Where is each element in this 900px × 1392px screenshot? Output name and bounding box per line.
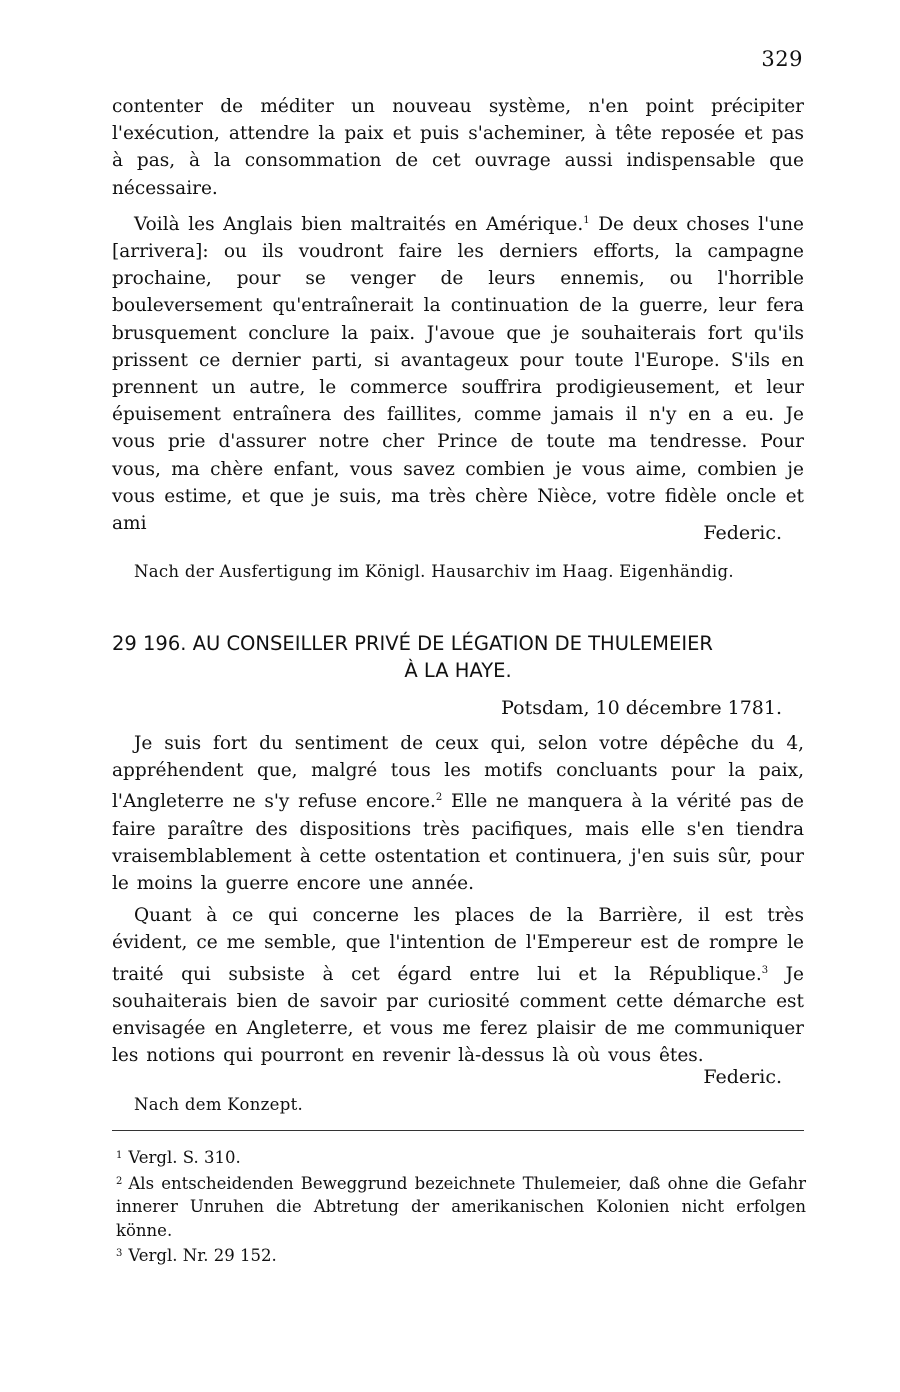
letter-continuation [112, 93, 804, 537]
footnote-2: $^2$ Als entscheidenden Beweggrund bezeichnete Thulemeier, daß ohne die Gefahr innerer Unruhen die Abtretung der amerikanischen Kolonien nicht erfolgen könne. [116, 1173, 806, 1240]
footnote-divider [112, 1130, 804, 1131]
paragraph-sentiment: Je suis fort du sentiment de ceux qui, selon votre dépêche du 4, appréhendent que, malgré tous les motifs concluants pour la paix, l'Angleterre ne s'y refuse encore.$^2$ Elle ne manquera à la vérité pas de faire paraître des dispositions très pacifiques, mais elle s'en tiendra vraisemblablement à cette ostentation et continuera, j'en suis sûr, pour le moins la guerre encore une année. [112, 733, 805, 895]
footnote-3: $^3$ Vergl. Nr. 29 152. [116, 1246, 277, 1265]
source-note-1: Nach der Ausfertigung im Königl. Hausarchiv im Haag. Eigenhändig. [134, 562, 734, 581]
heading-line-2: À LA HAYE. [404, 659, 512, 682]
footnote-ref-1: 1 [583, 214, 590, 226]
footnotes [116, 1144, 806, 1268]
heading-line-1: 29 196. AU CONSEILLER PRIVÉ DE LÉGATION DE THULEMEIER [112, 632, 713, 655]
letter-heading [112, 630, 804, 684]
paragraph-continuation: contenter de méditer un nouveau système, n'en point précipiter l'exécution, attendre la paix et puis s'acheminer, à tête reposée et pas à pas, à la consommation de cet ouvrage aussi indispensable que nécessaire. [112, 96, 804, 199]
footnote-ref-3: 3 [761, 964, 769, 976]
footnote-ref-2: 2 [435, 792, 443, 804]
place-date: Potsdam, 10 décembre 1781. [501, 697, 782, 719]
signature-1: Federic. [703, 522, 782, 544]
footnote-1: $^1$ Vergl. S. 310. [116, 1148, 241, 1167]
page-number: 329 [761, 47, 803, 71]
signature-2: Federic. [703, 1066, 782, 1088]
source-note-2: Nach dem Konzept. [134, 1095, 304, 1114]
paragraph-anglais: Voilà les Anglais bien maltraités en Amérique.$^1$ De deux choses l'une [arrivera]: ou ils voudront faire les derniers efforts, la campagne prochaine, pour se venger de leurs ennemis, ou l'horrible bouleversement qu'entraînerait la continuation de la guerre, leur fera brusquement conclure la paix. J'avoue que je souhaiterais fort qu'ils prissent ce dernier parti, si avantageux pour toute l'Europe. S'ils en prennent un autre, le commerce souffrira prodigieusement, et leur épuisement entraînera des faillites, comme jamais il n'y en a eu. Je vous prie d'assurer notre cher Prince de toute ma tendresse. Pour vous, ma chère enfant, vous savez combien je vous aime, combien je vous estime, et que je suis, ma très chère Nièce, votre fidèle oncle et ami [112, 213, 804, 535]
letter-body [112, 730, 804, 1069]
paragraph-barriere: Quant à ce qui concerne les places de la Barrière, il est très évident, ce me semble, que l'intention de l'Empereur est de rompre le traité qui subsiste à cet égard entre lui et la République.$^3$ Je souhaiterais bien de savoir par curiosité comment cette démarche est envisagée en Angleterre, et vous me ferez plaisir de me communiquer les notions qui pourront en revenir là-dessus là où vous êtes. [112, 905, 804, 1067]
